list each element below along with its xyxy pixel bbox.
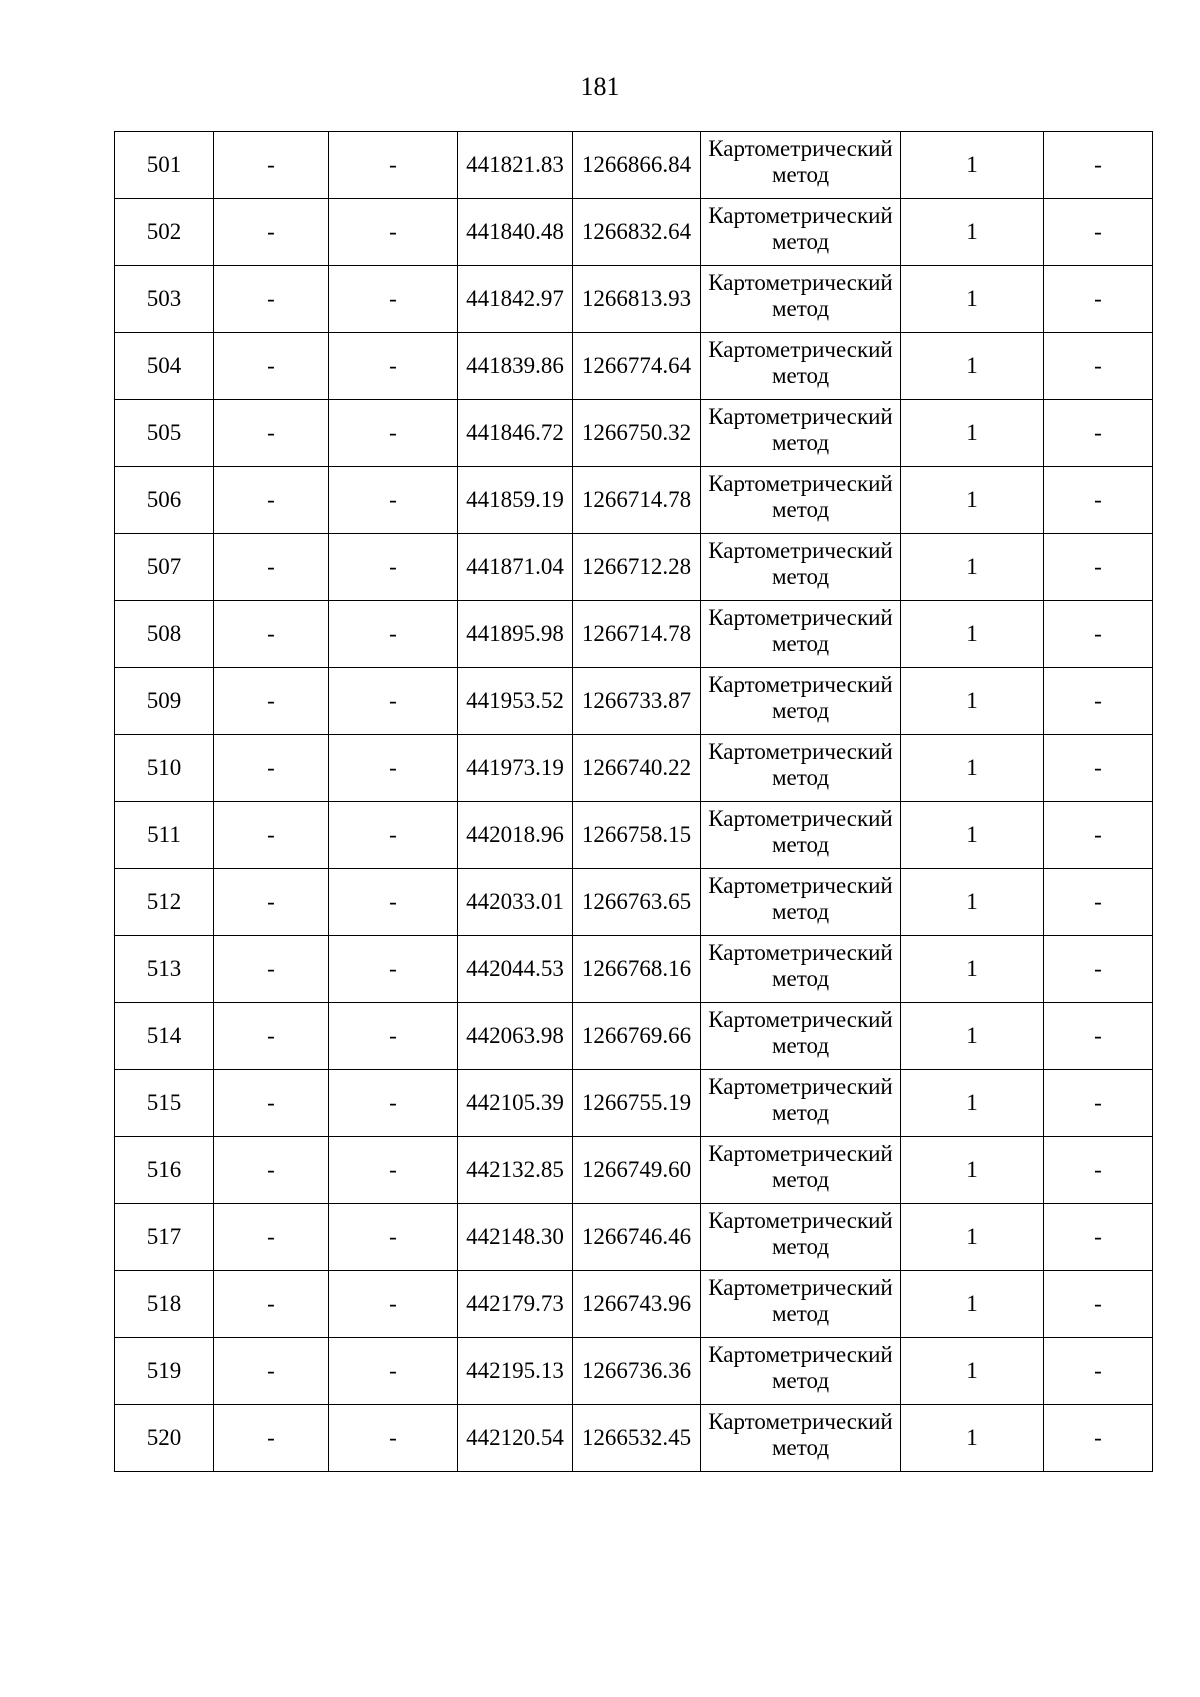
empty-cell: - <box>214 534 329 601</box>
method-label: Картометрический <box>708 873 893 898</box>
empty-cell: - <box>329 400 458 467</box>
table-row <box>115 266 1153 333</box>
table-row <box>115 1003 1153 1070</box>
method-cell <box>701 936 901 1003</box>
accuracy-cell: 1 <box>901 1338 1044 1405</box>
x-coordinate-cell: 441871.04 <box>458 534 573 601</box>
empty-cell: - <box>214 266 329 333</box>
y-coordinate-cell: 1266532.45 <box>573 1405 701 1472</box>
table-row <box>115 199 1153 266</box>
empty-cell: - <box>1044 132 1153 199</box>
x-coordinate-cell: 441839.86 <box>458 333 573 400</box>
method-cell <box>701 735 901 802</box>
accuracy-cell: 1 <box>901 199 1044 266</box>
x-coordinate-cell: 441842.97 <box>458 266 573 333</box>
page-number: 181 <box>580 72 620 101</box>
point-number-cell: 510 <box>115 735 214 802</box>
point-number-cell: 515 <box>115 1070 214 1137</box>
method-label: метод <box>771 430 830 455</box>
method-label: метод <box>771 765 830 790</box>
method-cell <box>701 1338 901 1405</box>
y-coordinate-cell: 1266755.19 <box>573 1070 701 1137</box>
x-coordinate-cell: 441846.72 <box>458 400 573 467</box>
empty-cell: - <box>1044 333 1153 400</box>
accuracy-cell: 1 <box>901 601 1044 668</box>
y-coordinate-cell: 1266736.36 <box>573 1338 701 1405</box>
empty-cell: - <box>329 936 458 1003</box>
method-label: метод <box>771 363 830 388</box>
table-row <box>115 333 1153 400</box>
coordinates-table <box>114 131 1153 1472</box>
table-row <box>115 1405 1153 1472</box>
accuracy-cell: 1 <box>901 936 1044 1003</box>
method-label: метод <box>771 899 830 924</box>
x-coordinate-cell: 442132.85 <box>458 1137 573 1204</box>
accuracy-cell: 1 <box>901 132 1044 199</box>
point-number-cell: 519 <box>115 1338 214 1405</box>
x-coordinate-cell: 441973.19 <box>458 735 573 802</box>
accuracy-cell: 1 <box>901 1405 1044 1472</box>
accuracy-cell: 1 <box>901 266 1044 333</box>
empty-cell: - <box>1044 1271 1153 1338</box>
empty-cell: - <box>1044 1003 1153 1070</box>
method-cell <box>701 668 901 735</box>
y-coordinate-cell: 1266813.93 <box>573 266 701 333</box>
y-coordinate-cell: 1266733.87 <box>573 668 701 735</box>
empty-cell: - <box>1044 266 1153 333</box>
method-label: метод <box>771 1435 830 1460</box>
y-coordinate-cell: 1266769.66 <box>573 1003 701 1070</box>
y-coordinate-cell: 1266740.22 <box>573 735 701 802</box>
x-coordinate-cell: 441859.19 <box>458 467 573 534</box>
table-row <box>115 1070 1153 1137</box>
method-cell <box>701 266 901 333</box>
x-coordinate-cell: 442105.39 <box>458 1070 573 1137</box>
empty-cell: - <box>214 467 329 534</box>
accuracy-cell: 1 <box>901 333 1044 400</box>
table-row <box>115 400 1153 467</box>
y-coordinate-cell: 1266768.16 <box>573 936 701 1003</box>
method-label: метод <box>771 296 830 321</box>
y-coordinate-cell: 1266866.84 <box>573 132 701 199</box>
point-number-cell: 504 <box>115 333 214 400</box>
empty-cell: - <box>329 333 458 400</box>
method-cell <box>701 199 901 266</box>
empty-cell: - <box>214 1204 329 1271</box>
table-row <box>115 132 1153 199</box>
method-label: метод <box>771 564 830 589</box>
method-label: Картометрический <box>708 203 893 228</box>
table-row <box>115 802 1153 869</box>
empty-cell: - <box>329 1003 458 1070</box>
x-coordinate-cell: 442018.96 <box>458 802 573 869</box>
method-label: Картометрический <box>708 270 893 295</box>
x-coordinate-cell: 442044.53 <box>458 936 573 1003</box>
x-coordinate-cell: 441895.98 <box>458 601 573 668</box>
method-cell <box>701 1070 901 1137</box>
empty-cell: - <box>329 735 458 802</box>
accuracy-cell: 1 <box>901 1204 1044 1271</box>
accuracy-cell: 1 <box>901 1070 1044 1137</box>
empty-cell: - <box>1044 936 1153 1003</box>
x-coordinate-cell: 441953.52 <box>458 668 573 735</box>
empty-cell: - <box>1044 869 1153 936</box>
empty-cell: - <box>214 400 329 467</box>
method-label: Картометрический <box>708 1074 893 1099</box>
table-row <box>115 1271 1153 1338</box>
empty-cell: - <box>329 266 458 333</box>
accuracy-cell: 1 <box>901 1271 1044 1338</box>
empty-cell: - <box>329 132 458 199</box>
method-label: Картометрический <box>708 1208 893 1233</box>
empty-cell: - <box>214 601 329 668</box>
point-number-cell: 505 <box>115 400 214 467</box>
table-row <box>115 1338 1153 1405</box>
method-label: метод <box>771 832 830 857</box>
method-label: Картометрический <box>708 337 893 362</box>
empty-cell: - <box>1044 1405 1153 1472</box>
method-cell <box>701 1405 901 1472</box>
empty-cell: - <box>329 1070 458 1137</box>
accuracy-cell: 1 <box>901 534 1044 601</box>
empty-cell: - <box>214 333 329 400</box>
method-label: метод <box>771 1033 830 1058</box>
empty-cell: - <box>214 668 329 735</box>
empty-cell: - <box>214 1137 329 1204</box>
empty-cell: - <box>1044 1338 1153 1405</box>
empty-cell: - <box>1044 735 1153 802</box>
method-cell <box>701 1271 901 1338</box>
method-label: Картометрический <box>708 739 893 764</box>
method-label: Картометрический <box>708 1275 893 1300</box>
empty-cell: - <box>1044 400 1153 467</box>
empty-cell: - <box>214 735 329 802</box>
y-coordinate-cell: 1266714.78 <box>573 467 701 534</box>
point-number-cell: 512 <box>115 869 214 936</box>
method-label: Картометрический <box>708 940 893 965</box>
accuracy-cell: 1 <box>901 1137 1044 1204</box>
accuracy-cell: 1 <box>901 735 1044 802</box>
x-coordinate-cell: 442120.54 <box>458 1405 573 1472</box>
method-label: метод <box>771 966 830 991</box>
method-cell <box>701 802 901 869</box>
table-row <box>115 735 1153 802</box>
empty-cell: - <box>214 802 329 869</box>
point-number-cell: 509 <box>115 668 214 735</box>
method-label: Картометрический <box>708 538 893 563</box>
method-label: Картометрический <box>708 136 893 161</box>
x-coordinate-cell: 442195.13 <box>458 1338 573 1405</box>
method-label: Картометрический <box>708 471 893 496</box>
method-label: метод <box>771 698 830 723</box>
table-row <box>115 936 1153 1003</box>
point-number-cell: 517 <box>115 1204 214 1271</box>
point-number-cell: 518 <box>115 1271 214 1338</box>
empty-cell: - <box>214 1003 329 1070</box>
point-number-cell: 508 <box>115 601 214 668</box>
table-row <box>115 534 1153 601</box>
table-row <box>115 668 1153 735</box>
method-label: метод <box>771 229 830 254</box>
empty-cell: - <box>214 132 329 199</box>
point-number-cell: 520 <box>115 1405 214 1472</box>
empty-cell: - <box>329 1137 458 1204</box>
empty-cell: - <box>214 1405 329 1472</box>
empty-cell: - <box>329 802 458 869</box>
method-label: Картометрический <box>708 404 893 429</box>
method-label: Картометрический <box>708 1007 893 1032</box>
y-coordinate-cell: 1266743.96 <box>573 1271 701 1338</box>
table-row <box>115 467 1153 534</box>
method-cell <box>701 1137 901 1204</box>
point-number-cell: 514 <box>115 1003 214 1070</box>
empty-cell: - <box>329 1405 458 1472</box>
y-coordinate-cell: 1266758.15 <box>573 802 701 869</box>
point-number-cell: 503 <box>115 266 214 333</box>
method-cell <box>701 132 901 199</box>
empty-cell: - <box>214 936 329 1003</box>
x-coordinate-cell: 442033.01 <box>458 869 573 936</box>
method-cell <box>701 869 901 936</box>
method-label: метод <box>771 1234 830 1259</box>
point-number-cell: 507 <box>115 534 214 601</box>
empty-cell: - <box>329 668 458 735</box>
point-number-cell: 513 <box>115 936 214 1003</box>
method-cell <box>701 601 901 668</box>
y-coordinate-cell: 1266746.46 <box>573 1204 701 1271</box>
empty-cell: - <box>1044 199 1153 266</box>
method-cell <box>701 333 901 400</box>
y-coordinate-cell: 1266750.32 <box>573 400 701 467</box>
empty-cell: - <box>214 199 329 266</box>
x-coordinate-cell: 441840.48 <box>458 199 573 266</box>
empty-cell: - <box>214 1070 329 1137</box>
method-cell <box>701 534 901 601</box>
method-label: метод <box>771 497 830 522</box>
empty-cell: - <box>1044 1137 1153 1204</box>
table-row <box>115 869 1153 936</box>
y-coordinate-cell: 1266749.60 <box>573 1137 701 1204</box>
table-row <box>115 1137 1153 1204</box>
empty-cell: - <box>329 534 458 601</box>
table-row <box>115 1204 1153 1271</box>
empty-cell: - <box>329 1271 458 1338</box>
accuracy-cell: 1 <box>901 668 1044 735</box>
empty-cell: - <box>1044 601 1153 668</box>
method-label: Картометрический <box>708 1409 893 1434</box>
method-label: Картометрический <box>708 672 893 697</box>
point-number-cell: 516 <box>115 1137 214 1204</box>
y-coordinate-cell: 1266832.64 <box>573 199 701 266</box>
empty-cell: - <box>329 1204 458 1271</box>
accuracy-cell: 1 <box>901 400 1044 467</box>
x-coordinate-cell: 442063.98 <box>458 1003 573 1070</box>
empty-cell: - <box>1044 668 1153 735</box>
y-coordinate-cell: 1266714.78 <box>573 601 701 668</box>
accuracy-cell: 1 <box>901 467 1044 534</box>
empty-cell: - <box>214 869 329 936</box>
y-coordinate-cell: 1266712.28 <box>573 534 701 601</box>
method-cell <box>701 467 901 534</box>
empty-cell: - <box>329 467 458 534</box>
empty-cell: - <box>1044 802 1153 869</box>
method-cell <box>701 1204 901 1271</box>
empty-cell: - <box>214 1271 329 1338</box>
method-label: метод <box>771 1100 830 1125</box>
empty-cell: - <box>1044 1070 1153 1137</box>
method-label: Картометрический <box>708 1342 893 1367</box>
method-label: метод <box>771 631 830 656</box>
point-number-cell: 511 <box>115 802 214 869</box>
empty-cell: - <box>329 199 458 266</box>
empty-cell: - <box>1044 1204 1153 1271</box>
x-coordinate-cell: 441821.83 <box>458 132 573 199</box>
point-number-cell: 502 <box>115 199 214 266</box>
accuracy-cell: 1 <box>901 869 1044 936</box>
empty-cell: - <box>329 869 458 936</box>
method-label: Картометрический <box>708 806 893 831</box>
y-coordinate-cell: 1266763.65 <box>573 869 701 936</box>
method-label: метод <box>771 162 830 187</box>
method-label: метод <box>771 1167 830 1192</box>
method-label: Картометрический <box>708 1141 893 1166</box>
empty-cell: - <box>1044 534 1153 601</box>
empty-cell: - <box>329 601 458 668</box>
method-label: Картометрический <box>708 605 893 630</box>
x-coordinate-cell: 442148.30 <box>458 1204 573 1271</box>
method-cell <box>701 1003 901 1070</box>
method-label: метод <box>771 1301 830 1326</box>
accuracy-cell: 1 <box>901 1003 1044 1070</box>
table-row <box>115 601 1153 668</box>
point-number-cell: 506 <box>115 467 214 534</box>
x-coordinate-cell: 442179.73 <box>458 1271 573 1338</box>
point-number-cell: 501 <box>115 132 214 199</box>
empty-cell: - <box>1044 467 1153 534</box>
y-coordinate-cell: 1266774.64 <box>573 333 701 400</box>
empty-cell: - <box>329 1338 458 1405</box>
method-label: метод <box>771 1368 830 1393</box>
method-cell <box>701 400 901 467</box>
accuracy-cell: 1 <box>901 802 1044 869</box>
empty-cell: - <box>214 1338 329 1405</box>
